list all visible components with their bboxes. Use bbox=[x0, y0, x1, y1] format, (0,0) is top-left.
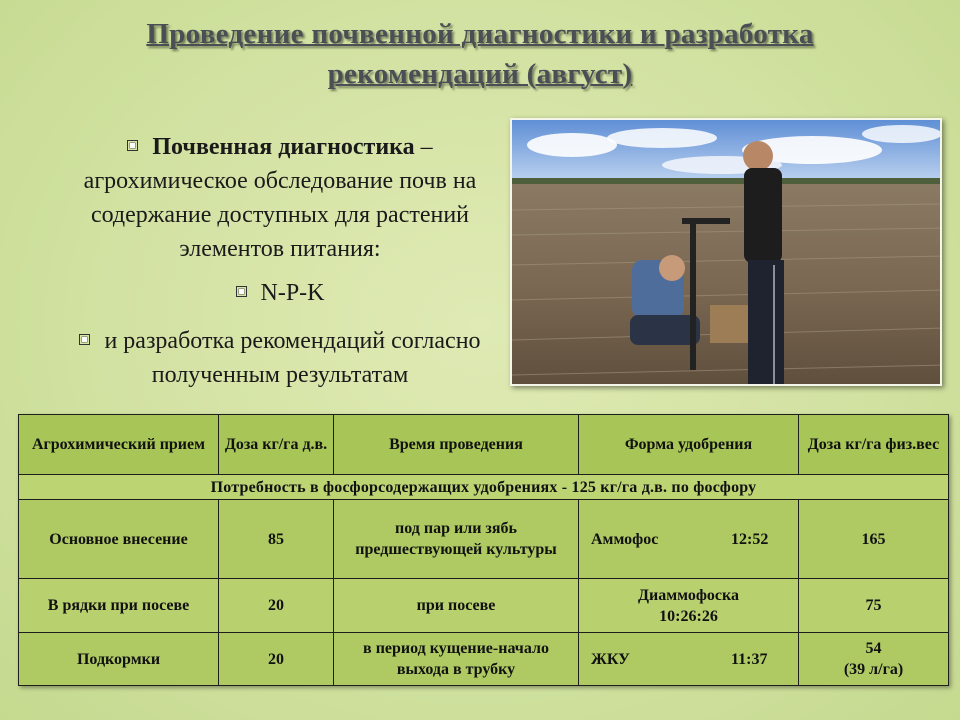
cell-dose-phys: 165 bbox=[799, 500, 949, 579]
field-photo bbox=[510, 118, 942, 386]
cell-dose-dv: 85 bbox=[219, 500, 334, 579]
header-form: Форма удобрения bbox=[579, 415, 799, 475]
bullet-recommendations bbox=[60, 324, 500, 404]
header-dose-phys: Доза кг/га физ.вес bbox=[799, 415, 949, 475]
cell-form-ratio: 12:52 bbox=[731, 530, 769, 548]
cell-dose-phys: 75 bbox=[799, 579, 949, 633]
cell-time: при посеве bbox=[334, 579, 579, 633]
slide-title-line2: рекомендаций (август) bbox=[327, 58, 633, 90]
cell-dose-phys bbox=[799, 633, 949, 686]
cell-time: под пар или зябь предшествующей культуры bbox=[334, 500, 579, 579]
cell-form-name: Аммофос bbox=[591, 530, 659, 548]
cell-technique: Основное внесение bbox=[19, 500, 219, 579]
bullet-npk bbox=[60, 276, 500, 318]
bullet-list bbox=[60, 130, 500, 404]
header-dose-dv: Доза кг/га д.в. bbox=[219, 415, 334, 475]
table-header-row bbox=[19, 415, 949, 475]
table-need-row bbox=[19, 475, 949, 500]
table-row bbox=[19, 633, 949, 686]
cell-form bbox=[579, 579, 799, 633]
header-time: Время проведения bbox=[334, 415, 579, 475]
cell-form-ratio: 10:26:26 bbox=[659, 607, 718, 625]
cell-technique: Подкормки bbox=[19, 633, 219, 686]
table-row bbox=[19, 579, 949, 633]
slide-title bbox=[60, 14, 900, 94]
bullet-npk-text: N-P-K bbox=[260, 280, 325, 306]
slide-title-line1: Проведение почвенной диагностики и разработка bbox=[146, 18, 814, 50]
cell-form-name: Диаммофоска bbox=[638, 586, 739, 604]
cell-time: в период кущение-начало выхода в трубку bbox=[334, 633, 579, 686]
cell-form-name: ЖКУ bbox=[591, 650, 630, 668]
bullet-recommendations-text: и разработка рекомендаций согласно полученным результатам bbox=[104, 328, 481, 388]
cell-dose-phys-value: 54 bbox=[865, 640, 882, 657]
cell-dose-dv: 20 bbox=[219, 579, 334, 633]
cell-dose-dv: 20 bbox=[219, 633, 334, 686]
square-bullet-icon bbox=[127, 140, 138, 151]
bullet-soil-diagnostics-bold: Почвенная диагностика bbox=[152, 134, 415, 160]
table-row bbox=[19, 500, 949, 579]
fertilizer-table bbox=[18, 414, 949, 686]
cell-form bbox=[579, 500, 799, 579]
square-bullet-icon bbox=[79, 334, 90, 345]
header-technique: Агрохимический прием bbox=[19, 415, 219, 475]
cell-technique: В рядки при посеве bbox=[19, 579, 219, 633]
cell-dose-phys-note: (39 л/га) bbox=[843, 661, 904, 678]
bullet-soil-diagnostics bbox=[60, 130, 500, 266]
cell-form-ratio: 11:37 bbox=[731, 650, 768, 668]
field-photo-icon bbox=[512, 120, 942, 386]
square-bullet-icon bbox=[236, 286, 247, 297]
need-row-text: Потребность в фосфорсодержащих удобрениях - 125 кг/га д.в. по фосфору bbox=[19, 475, 949, 500]
bullet-soil-diagnostics-text: – агрохимическое обследование почв на содержание доступных для растений элементов питания: bbox=[83, 134, 477, 262]
cell-form bbox=[579, 633, 799, 686]
